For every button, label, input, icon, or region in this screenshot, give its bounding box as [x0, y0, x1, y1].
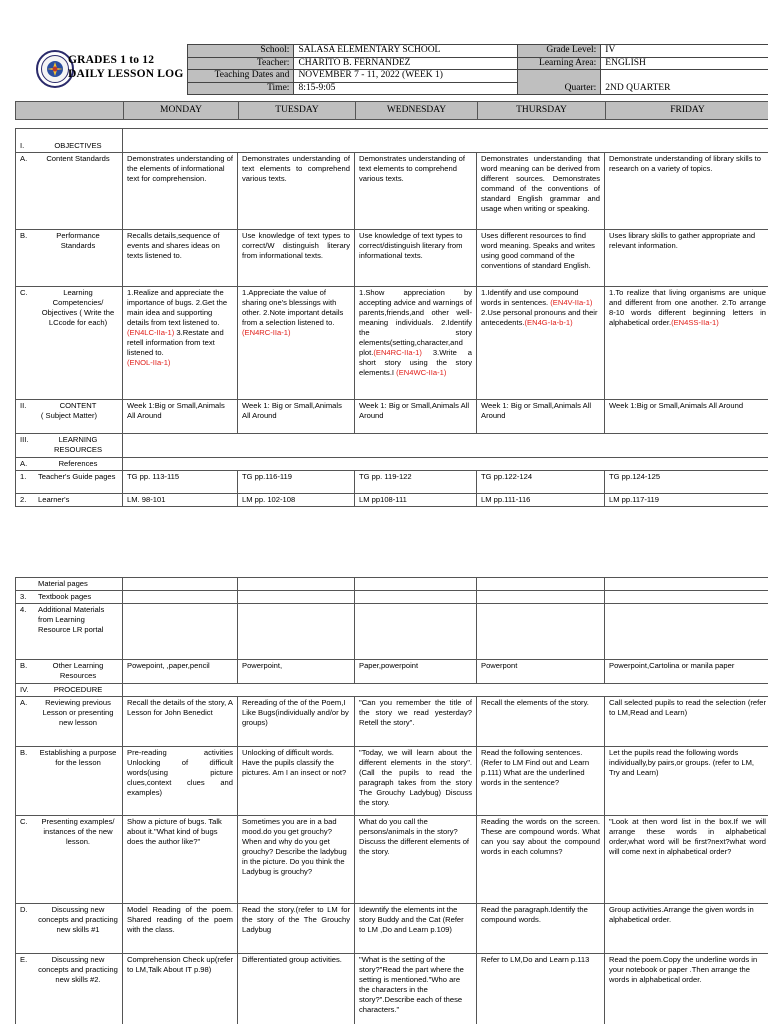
tg-pages-thu: TG pp.122-124 [477, 471, 605, 494]
content-fri: Week 1:Big or Small,Animals All Around [605, 400, 768, 434]
lc-code: (EN4RC-IIa-1) [242, 328, 291, 337]
presenting-wed: What do you call the persons/animals in the story? Discuss the different elements of the story. [355, 816, 477, 904]
row-marker [20, 579, 38, 589]
content-standards-thu: Demonstrates understanding that word meaning can be derived from different sources. Demonstrates command of the conventions of standard English grammar and usage when writing or speaking. [477, 153, 605, 230]
references-label [16, 458, 123, 471]
lm-pages-wed: LM pp108-111 [355, 494, 477, 507]
dates-value: NOVEMBER 7 - 11, 2022 (WEEK 1) [294, 70, 517, 83]
competency-text: 1.To realize that living organisms are unique and different from one another. 2.To arrange 8-10 words different beginning letters in alphabetical order. [609, 288, 767, 327]
lc-code: (EN4SS-IIa-1) [671, 318, 719, 327]
tg-pages-tue: TG pp.116-119 [238, 471, 355, 494]
competencies-tue [238, 287, 355, 400]
objectives-label-cell [16, 129, 123, 153]
competencies-wed [355, 287, 477, 400]
references-empty [123, 458, 768, 471]
logo-area [15, 44, 187, 94]
cell-empty [605, 591, 768, 604]
competencies-fri [605, 287, 768, 400]
lc-code: (EN4LC-IIa-1) [127, 328, 175, 337]
lm-pages-fri: LM pp.117-119 [605, 494, 768, 507]
presenting-fri: "Look at then word list in the box.If we will arrange these words in alphabetical order,what word will be first?next?what word will come next in alphabetical order? [605, 816, 768, 904]
other-resources-fri: Powerpoint,Cartolina or manila paper [605, 660, 768, 684]
tg-pages-fri: TG pp.124-125 [605, 471, 768, 494]
row-label: Performance Standards [56, 231, 100, 250]
competency-text: 1.Realize and appreciate the importance of bugs. 2.Get the main idea and supporting details from text listened to. [127, 288, 228, 327]
reviewing-label [16, 697, 123, 747]
content-standards-wed: Demonstrates understanding of text elements to comprehend various texts. [355, 153, 477, 230]
row-marker: IV. [20, 685, 29, 694]
content-wed: Week 1: Big or Small,Animals All Around [355, 400, 477, 434]
tg-pages-label [16, 471, 123, 494]
additional-materials-label [16, 604, 123, 660]
competencies-thu [477, 287, 605, 400]
cell-empty [123, 604, 238, 660]
day-spacer [16, 102, 123, 119]
performance-standards-label [16, 230, 123, 287]
content-tue: Week 1: Big or Small,Animals All Around [238, 400, 355, 434]
row-marker: C. [20, 288, 28, 297]
reviewing-wed: "Can you remember the title of the story we read yesterday?Retell the story". [355, 697, 477, 747]
weekday-header [15, 101, 768, 120]
learning-resources-label [16, 434, 123, 458]
lc-code: (EN4V-IIa-1) [550, 298, 593, 307]
competencies-mon [123, 287, 238, 400]
learning-resources-empty [123, 434, 768, 458]
row-marker: 1. [20, 472, 27, 481]
cell-empty [605, 578, 768, 591]
lm-pages-label-cont [16, 578, 123, 591]
content-thu: Week 1: Big or Small,Animals All Around [477, 400, 605, 434]
discussing2-fri: Read the poem.Copy the underline words in your notebook or paper .Then arrange the words in alphabetical order. [605, 954, 768, 1024]
row-label: Teacher's Guide pages [38, 472, 116, 481]
day-friday: FRIDAY [605, 102, 768, 119]
row-label: Discussing new concepts and practicing new skills #1 [38, 905, 118, 934]
discussing1-mon: Model Reading of the poem. Shared reading of the poem with the class. [123, 904, 238, 954]
content-label [16, 400, 123, 434]
row-marker: A. [20, 459, 28, 468]
row-marker: A. [20, 698, 28, 707]
discussing1-tue: Read the story.(refer to LM for the story of the The Grouchy Ladybug [238, 904, 355, 954]
competencies-label [16, 287, 123, 400]
content-standards-label [16, 153, 123, 230]
row-label: Learner's [38, 495, 70, 504]
row-marker: B. [20, 661, 28, 670]
lm-pages-mon: LM. 98-101 [123, 494, 238, 507]
other-resources-thu: Powerpont [477, 660, 605, 684]
day-tuesday: TUESDAY [238, 102, 355, 119]
row-label: LEARNING RESOURCES [53, 435, 103, 454]
competency-text: 1.Identify and use compound words in sentences. [481, 288, 579, 307]
competency-text: 3.Restate and retell information from text listened to. [127, 328, 224, 357]
performance-standards-thu: Uses different resources to find word meaning. Speaks and writes using good command of the conventions of standard English. [477, 230, 605, 287]
teacher-value: CHARITO B. FERNANDEZ [294, 57, 517, 70]
reviewing-tue: Rereading of the of the Poem,I Like Bugs(individually and/or by groups) [238, 697, 355, 747]
area-label: Learning Area: [517, 57, 601, 70]
time-value: 8:15-9:05 [294, 82, 517, 95]
content-standards-tue: Demonstrates understanding of text elements to comprehend various texts. [238, 153, 355, 230]
competency-text: 2.Use personal pronouns and their antecedents. [481, 308, 598, 327]
row-label: Learning Competencies/ Objectives ( Write the LCcode for each) [41, 288, 115, 327]
discussing1-fri: Group activities.Arrange the given words in alphabetical order. [605, 904, 768, 954]
lc-code: (EN4G-Ia-b-1) [524, 318, 573, 327]
lesson-table-part2 [15, 577, 768, 1024]
row-label: Establishing a purpose for the lesson [39, 748, 117, 767]
lc-code: (EN4WC-IIa-1) [396, 368, 447, 377]
row-label: Material pages [38, 579, 88, 588]
row-marker: I. [20, 141, 25, 150]
procedure-empty [123, 684, 768, 697]
form-title-line1: GRADES 1 to 12 [68, 54, 155, 66]
procedure-label [16, 684, 123, 697]
reviewing-mon: Recall the details of the story, A Lesson for John Benedict [123, 697, 238, 747]
row-marker: A. [20, 154, 28, 163]
discussing1-thu: Read the paragraph.Identify the compound words. [477, 904, 605, 954]
discussing1-wed: Idewntify the elements int the story Buddy and the Cat (Refer to LM ,Do and Learn p.109) [355, 904, 477, 954]
tg-pages-mon: TG pp. 113-115 [123, 471, 238, 494]
objectives-empty [123, 129, 768, 153]
quarter-label: Quarter: [517, 70, 601, 95]
row-marker: C. [20, 817, 28, 826]
grade-value: IV [601, 45, 768, 58]
row-marker: 3. [20, 592, 27, 601]
presenting-label [16, 816, 123, 904]
row-label: Presenting examples/ instances of the new lesson. [41, 817, 115, 846]
school-value: SALASA ELEMENTARY SCHOOL [294, 45, 517, 58]
info-table [187, 44, 768, 95]
grade-label: Grade Level: [517, 45, 601, 58]
cell-empty [355, 604, 477, 660]
lm-pages-tue: LM pp. 102-108 [238, 494, 355, 507]
content-standards-mon: Demonstrates understanding of the elements of informational text for comprehension. [123, 153, 238, 230]
content-mon: Week 1:Big or Small,Animals All Around [123, 400, 238, 434]
row-label: Additional Materials from Learning Resource LR portal [38, 605, 105, 634]
row-marker: E. [20, 955, 28, 964]
discussing2-mon: Comprehension Check up(refer to LM,Talk About IT p.98) [123, 954, 238, 1024]
row-label: Other Learning Resources [52, 661, 104, 680]
header [15, 44, 768, 94]
establishing-wed: "Today, we will learn about the different elements in the story".(Call the pupils to read the paragraph takes from the story The Grouchy Ladybug) Discuss the story. [355, 747, 477, 816]
establishing-fri: Let the pupils read the following words individually,by pairs,or groups. (refer to LM, Try and Learn) [605, 747, 768, 816]
establishing-tue: Unlocking of difficult words. Have the pupils classify the pictures. Am I an insect or not? [238, 747, 355, 816]
row-label: Textbook pages [38, 592, 92, 601]
row-marker: 2. [20, 495, 27, 504]
row-marker: B. [20, 748, 28, 757]
row-marker: II. [20, 401, 27, 410]
reviewing-fri: Call selected pupils to read the selection (refer to LM,Read and Learn) [605, 697, 768, 747]
row-marker: B. [20, 231, 28, 240]
discussing2-label [16, 954, 123, 1024]
lm-pages-thu: LM pp.111-116 [477, 494, 605, 507]
cell-empty [605, 604, 768, 660]
lm-pages-label [16, 494, 123, 507]
quarter-value: 2ND QUARTER [601, 70, 768, 95]
cell-empty [238, 604, 355, 660]
reviewing-thu: Recall the elements of the story. [477, 697, 605, 747]
day-wednesday: WEDNESDAY [355, 102, 477, 119]
time-label: Time: [188, 82, 294, 95]
establishing-mon: Pre-reading activities Unlocking of difficult words(using picture clues,context clues and examples) [123, 747, 238, 816]
dates-label: Teaching Dates and [188, 70, 294, 83]
day-thursday: THURSDAY [477, 102, 605, 119]
cell-empty [477, 604, 605, 660]
discussing2-tue: Differentiated group activities. [238, 954, 355, 1024]
cell-empty [355, 578, 477, 591]
row-marker: 4. [20, 605, 27, 614]
row-marker: D. [20, 905, 28, 914]
other-resources-wed: Paper,powerpoint [355, 660, 477, 684]
presenting-tue: Sometimes you are in a bad mood.do you get grouchy? When and why do you get grouchy? Describe the ladybug in the picture. Do you think the Ladybug is grouchy? [238, 816, 355, 904]
discussing1-label [16, 904, 123, 954]
row-sublabel: ( Subject Matter) [40, 411, 98, 420]
establishing-label [16, 747, 123, 816]
performance-standards-wed: Use knowledge of text types to correct/distinguish literary from informational texts. [355, 230, 477, 287]
teacher-label: Teacher: [188, 57, 294, 70]
row-label: Reviewing previous Lesson or presenting new lesson [42, 698, 114, 727]
row-label: Content Standards [46, 154, 110, 163]
establishing-thu: Read the following sentences. (Refer to LM Find out and Learn p.111) What are the underlined words in the sentence? [477, 747, 605, 816]
other-resources-label [16, 660, 123, 684]
presenting-thu: Reading the words on the screen. These are compound words. What can you say about the compound words in each columns? [477, 816, 605, 904]
row-label: CONTENT [59, 401, 97, 410]
form-title-line2: DAILY LESSON LOG [68, 68, 184, 80]
competency-text: 1.Appreciate the value of sharing one's blessings with other. 2.Note important details from a selection listened to. [242, 288, 344, 327]
cell-empty [477, 591, 605, 604]
discussing2-wed: "What is the setting of the story?"Read the part where the setting is mentioned."Who are the characters in the story?".Describe each of these characters." [355, 954, 477, 1024]
performance-standards-mon: Recalls details,sequence of events and shares ideas on texts listened to. [123, 230, 238, 287]
area-value: ENGLISH [601, 57, 768, 70]
cell-empty [355, 591, 477, 604]
content-standards-fri: Demonstrate understanding of library skills to research on a variety of topics. [605, 153, 768, 230]
presenting-mon: Show a picture of bugs. Talk about it."What kind of bugs does the author like?" [123, 816, 238, 904]
cell-empty [123, 591, 238, 604]
cell-empty [238, 591, 355, 604]
row-label: OBJECTIVES [54, 141, 102, 150]
discussing2-thu: Refer to LM,Do and Learn p.113 [477, 954, 605, 1024]
row-label: References [58, 459, 98, 468]
competency-text: 3.Write a short story using the story elements.I [359, 348, 472, 377]
other-resources-mon: Powepoint, ,paper,pencil [123, 660, 238, 684]
tg-pages-wed: TG pp. 119-122 [355, 471, 477, 494]
row-label: Discussing new concepts and practicing new skills #2. [38, 955, 118, 984]
day-monday: MONDAY [123, 102, 238, 119]
performance-standards-fri: Uses library skills to gather appropriate and relevant information. [605, 230, 768, 287]
lc-code: (EN4RC-IIa-1) [373, 348, 422, 357]
competency-text: 1.Show appreciation by accepting advice and warnings of parents,friends,and other well-meaning individuals. 2.Identify the story elements(setting,character,and plot. [359, 288, 472, 357]
lc-code: (ENOL-IIa-1) [127, 358, 171, 367]
cell-empty [477, 578, 605, 591]
row-label: PROCEDURE [53, 685, 103, 694]
other-resources-tue: Powerpoint, [238, 660, 355, 684]
school-label: School: [188, 45, 294, 58]
cell-empty [123, 578, 238, 591]
performance-standards-tue: Use knowledge of text types to correct/W distinguish literary from informational texts. [238, 230, 355, 287]
lesson-table-part1 [15, 128, 768, 507]
cell-empty [238, 578, 355, 591]
textbook-label [16, 591, 123, 604]
row-marker: III. [20, 435, 29, 444]
